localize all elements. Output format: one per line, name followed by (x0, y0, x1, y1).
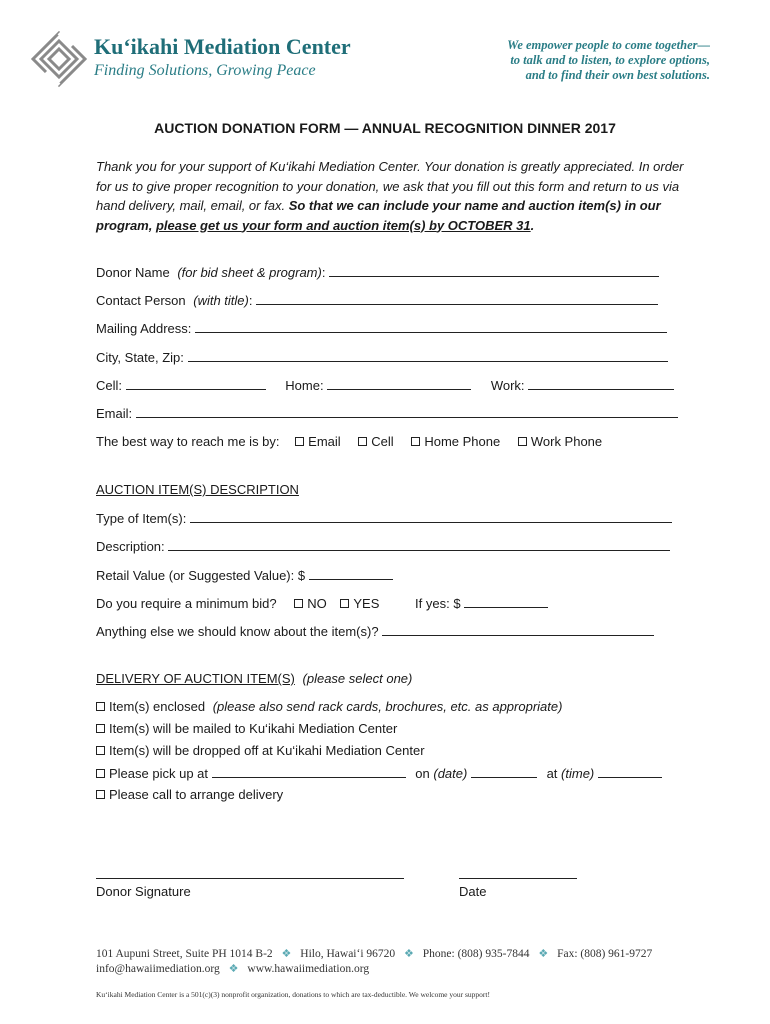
pickup-date-field[interactable] (471, 765, 537, 778)
pickup-at-label: at (546, 766, 558, 781)
footer-note: Ku‘ikahi Mediation Center is a 501(c)(3) nonprofit organization, donations to which are tax-deductible. We welcome your support! (96, 990, 491, 999)
description-label: Description: (96, 539, 165, 554)
phone-row (96, 377, 676, 394)
logo-mark (30, 30, 88, 88)
form-title: AUCTION DONATION FORM — ANNUAL RECOGNITION DINNER 2017 (154, 120, 616, 136)
delivery-pickup-label: Please pick up at (109, 766, 209, 781)
footer-email[interactable]: info@hawaiimediation.org (96, 963, 220, 975)
checkbox[interactable] (96, 702, 105, 711)
min-bid-no-label: NO (307, 596, 327, 611)
pickup-location-field[interactable] (212, 765, 406, 778)
if-yes-label: If yes: $ (415, 596, 461, 611)
delivery-enclosed-option[interactable] (96, 699, 562, 715)
contact-label: Contact Person (96, 293, 186, 308)
reach-email-option[interactable] (295, 434, 341, 449)
delivery-heading-row (96, 671, 412, 687)
date-label: Date (459, 884, 487, 899)
delivery-call-option[interactable] (96, 787, 283, 803)
signature-label: Donor Signature (96, 884, 191, 899)
work-label: Work: (490, 378, 525, 393)
donor-name-field[interactable] (329, 264, 659, 277)
checkbox[interactable] (96, 746, 105, 755)
checkbox[interactable] (340, 599, 349, 608)
footer-contact-line-2 (96, 962, 369, 975)
delivery-pickup-option[interactable] (96, 765, 662, 782)
type-row (96, 510, 672, 527)
separator-icon: ❖ (281, 948, 292, 960)
min-bid-row (96, 595, 548, 612)
description-field[interactable] (168, 538, 670, 551)
mailing-row (96, 320, 667, 337)
city-row (96, 349, 668, 366)
delivery-hint: (please select one) (302, 671, 413, 686)
delivery-dropped-option[interactable] (96, 743, 425, 759)
cell-label: Cell: (96, 378, 123, 393)
type-field[interactable] (190, 510, 672, 523)
work-field[interactable] (528, 377, 674, 390)
footer-city: Hilo, Hawai‘i 96720 (300, 948, 396, 960)
signature-line[interactable] (96, 878, 404, 879)
reach-email-label: Email (308, 434, 341, 449)
mailing-field[interactable] (195, 320, 667, 333)
reach-cell-option[interactable] (358, 434, 393, 449)
checkbox[interactable] (96, 769, 105, 778)
reach-cell-label: Cell (371, 434, 394, 449)
donor-name-row: Donor Name (for bid sheet & program): (96, 264, 659, 281)
checkbox[interactable] (295, 437, 304, 446)
footer-address: 101 Aupuni Street, Suite PH 1014 B-2 (96, 948, 273, 960)
email-label: Email: (96, 406, 133, 421)
reach-row (96, 434, 602, 450)
org-name: Ku‘ikahi Mediation Center (94, 34, 351, 59)
mission-line-2: to talk and to listen, to explore options, (510, 53, 710, 67)
footer-fax: Fax: (808) 961-9727 (557, 948, 653, 960)
footer-website[interactable]: www.hawaiimediation.org (247, 963, 370, 975)
intro-paragraph (96, 157, 686, 235)
reach-work-label: Work Phone (530, 434, 603, 449)
city-label: City, State, Zip: (96, 350, 184, 365)
separator-icon: ❖ (404, 948, 414, 960)
pickup-time-label: (time) (561, 766, 595, 781)
anything-row (96, 623, 654, 640)
reach-label: The best way to reach me is by: (96, 434, 280, 449)
delivery-mailed-option[interactable] (96, 721, 397, 737)
items-heading: AUCTION ITEM(S) DESCRIPTION (96, 482, 299, 497)
date-line[interactable] (459, 878, 577, 879)
intro-end: . (530, 217, 535, 233)
reach-work-option[interactable] (518, 434, 602, 449)
donor-name-hint: (for bid sheet & program) (177, 265, 322, 280)
delivery-enclosed-label: Item(s) enclosed (109, 699, 206, 714)
contact-field[interactable] (256, 292, 658, 305)
checkbox[interactable] (411, 437, 420, 446)
contact-hint: (with title) (193, 293, 249, 308)
delivery-enclosed-hint: (please also send rack cards, brochures, etc. as appropriate) (212, 699, 563, 714)
delivery-dropped-label: Item(s) will be dropped off at Ku‘ikahi Mediation Center (109, 743, 425, 758)
org-tagline: Finding Solutions, Growing Peace (94, 62, 316, 79)
donor-name-label: Donor Name (96, 265, 170, 280)
checkbox[interactable] (294, 599, 303, 608)
description-row (96, 538, 670, 555)
if-yes-field[interactable] (464, 595, 548, 608)
min-bid-no-option[interactable] (294, 596, 327, 611)
checkbox[interactable] (96, 790, 105, 799)
checkbox[interactable] (518, 437, 527, 446)
contact-row: Contact Person (with title): (96, 292, 658, 309)
mission-statement (507, 38, 710, 83)
footer-phone: Phone: (808) 935-7844 (422, 948, 530, 960)
home-field[interactable] (327, 377, 471, 390)
home-label: Home: (285, 378, 324, 393)
delivery-call-label: Please call to arrange delivery (109, 787, 284, 802)
anything-field[interactable] (382, 623, 654, 636)
reach-home-option[interactable] (411, 434, 500, 449)
retail-row (96, 567, 393, 584)
pickup-time-field[interactable] (598, 765, 662, 778)
pickup-date-label: (date) (433, 766, 468, 781)
intro-deadline: please get us your form and auction item(s) by OCTOBER 31 (155, 217, 531, 233)
min-bid-label: Do you require a minimum bid? (96, 596, 277, 611)
mission-line-1: We empower people to come together— (507, 38, 710, 52)
pickup-on-label: on (415, 766, 430, 781)
checkbox[interactable] (96, 724, 105, 733)
mailing-label: Mailing Address: (96, 321, 192, 336)
email-row (96, 405, 678, 422)
delivery-heading: DELIVERY OF AUCTION ITEM(S) (96, 671, 295, 686)
city-field[interactable] (188, 349, 668, 362)
cell-field[interactable] (126, 377, 266, 390)
anything-label: Anything else we should know about the item(s)? (96, 624, 379, 639)
logo-diamond-icon (30, 30, 88, 88)
min-bid-yes-label: YES (353, 596, 380, 611)
retail-field[interactable] (309, 567, 393, 580)
type-label: Type of Item(s): (96, 511, 187, 526)
separator-icon: ❖ (538, 948, 549, 960)
mission-line-3: and to find their own best solutions. (525, 68, 710, 82)
reach-home-label: Home Phone (424, 434, 501, 449)
intro-bold: So that we can include your name and auction item(s) in our program, (96, 198, 661, 233)
delivery-mailed-label: Item(s) will be mailed to Ku‘ikahi Mediation Center (109, 721, 398, 736)
email-field[interactable] (136, 405, 678, 418)
intro-text: Thank you for your support of Ku‘ikahi Mediation Center. Your donation is greatly appreciated. In order for us to give proper recognition to your donation, we ask that you fill out this form and return to us via hand delivery, mail, email, or fax. (96, 159, 684, 213)
retail-label: Retail Value (or Suggested Value): $ (96, 568, 306, 583)
footer-contact-line-1 (96, 947, 652, 960)
checkbox[interactable] (358, 437, 367, 446)
min-bid-yes-option[interactable] (340, 596, 379, 611)
separator-icon: ❖ (228, 963, 239, 975)
